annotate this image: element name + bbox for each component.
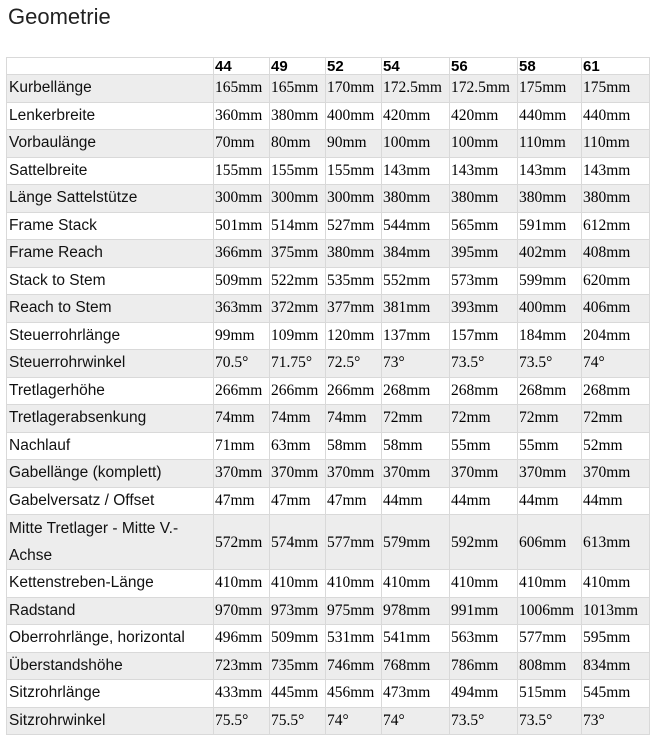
row-label: Kettenstreben-Länge [7, 570, 214, 598]
table-cell: 574mm [270, 515, 326, 570]
table-cell: 70.5° [214, 350, 270, 378]
table-cell: 527mm [326, 213, 382, 241]
table-cell: 73.5° [518, 708, 582, 736]
table-row [7, 350, 650, 378]
row-label: Stack to Stem [7, 268, 214, 296]
table-cell: 595mm [582, 625, 650, 653]
table-cell: 395mm [450, 240, 518, 268]
table-cell: 109mm [270, 323, 326, 351]
table-row [7, 268, 650, 296]
table-cell: 63mm [270, 433, 326, 461]
table-cell: 73.5° [450, 708, 518, 736]
table-body [7, 75, 650, 735]
table-cell: 44mm [450, 488, 518, 516]
table-cell: 514mm [270, 213, 326, 241]
row-label: Mitte Tretlager - Mitte V.-Achse [7, 515, 214, 570]
table-cell: 433mm [214, 680, 270, 708]
page-title: Geometrie [8, 4, 111, 29]
table-cell: 410mm [582, 570, 650, 598]
table-cell: 47mm [214, 488, 270, 516]
table-cell: 75.5° [214, 708, 270, 736]
table-row [7, 295, 650, 323]
table-cell: 73° [382, 350, 450, 378]
table-cell: 380mm [270, 103, 326, 131]
table-cell: 266mm [326, 378, 382, 406]
table-row [7, 75, 650, 103]
table-row [7, 570, 650, 598]
table-cell: 978mm [382, 598, 450, 626]
table-cell: 360mm [214, 103, 270, 131]
table-cell: 72.5° [326, 350, 382, 378]
table-cell: 531mm [326, 625, 382, 653]
table-cell: 170mm [326, 75, 382, 103]
table-cell: 72mm [582, 405, 650, 433]
table-cell: 565mm [450, 213, 518, 241]
table-cell: 155mm [214, 158, 270, 186]
table-cell: 410mm [450, 570, 518, 598]
header-size-52: 52 [326, 58, 382, 75]
table-row [7, 103, 650, 131]
table-cell: 372mm [270, 295, 326, 323]
table-cell: 204mm [582, 323, 650, 351]
table-cell: 973mm [270, 598, 326, 626]
table-cell: 71.75° [270, 350, 326, 378]
header-size-49: 49 [270, 58, 326, 75]
row-label: Nachlauf [7, 433, 214, 461]
table-row [7, 185, 650, 213]
table-cell: 370mm [582, 460, 650, 488]
row-label: Tretlagerabsenkung [7, 405, 214, 433]
table-cell: 380mm [450, 185, 518, 213]
table-cell: 381mm [382, 295, 450, 323]
table-cell: 47mm [326, 488, 382, 516]
table-cell: 380mm [326, 240, 382, 268]
table-cell: 73.5° [518, 350, 582, 378]
table-cell: 55mm [518, 433, 582, 461]
row-label: Länge Sattelstütze [7, 185, 214, 213]
row-label: Überstandshöhe [7, 653, 214, 681]
table-cell: 73° [582, 708, 650, 736]
row-label: Oberrohrlänge, horizontal [7, 625, 214, 653]
table-cell: 613mm [582, 515, 650, 570]
table-cell: 175mm [582, 75, 650, 103]
table-row [7, 488, 650, 516]
table-cell: 74mm [270, 405, 326, 433]
table-cell: 768mm [382, 653, 450, 681]
table-cell: 80mm [270, 130, 326, 158]
table-cell: 268mm [582, 378, 650, 406]
table-row [7, 405, 650, 433]
table-cell: 522mm [270, 268, 326, 296]
table-cell: 268mm [450, 378, 518, 406]
table-cell: 410mm [518, 570, 582, 598]
table-cell: 420mm [382, 103, 450, 131]
table-cell: 58mm [326, 433, 382, 461]
row-label: Steuerrohrlänge [7, 323, 214, 351]
table-cell: 143mm [518, 158, 582, 186]
table-cell: 110mm [582, 130, 650, 158]
table-cell: 573mm [450, 268, 518, 296]
table-cell: 834mm [582, 653, 650, 681]
table-cell: 380mm [382, 185, 450, 213]
table-cell: 420mm [450, 103, 518, 131]
table-cell: 577mm [326, 515, 382, 570]
row-label: Vorbaulänge [7, 130, 214, 158]
row-label: Sitzrohrlänge [7, 680, 214, 708]
table-cell: 408mm [582, 240, 650, 268]
row-label: Gabelversatz / Offset [7, 488, 214, 516]
table-cell: 58mm [382, 433, 450, 461]
table-cell: 509mm [214, 268, 270, 296]
table-cell: 1006mm [518, 598, 582, 626]
table-cell: 143mm [450, 158, 518, 186]
row-label: Frame Reach [7, 240, 214, 268]
table-cell: 143mm [582, 158, 650, 186]
table-cell: 74° [326, 708, 382, 736]
table-cell: 746mm [326, 653, 382, 681]
table-cell: 786mm [450, 653, 518, 681]
table-cell: 406mm [582, 295, 650, 323]
table-cell: 970mm [214, 598, 270, 626]
table-cell: 73.5° [450, 350, 518, 378]
table-cell: 165mm [214, 75, 270, 103]
row-label: Tretlagerhöhe [7, 378, 214, 406]
table-cell: 384mm [382, 240, 450, 268]
table-cell: 300mm [326, 185, 382, 213]
table-cell: 266mm [214, 378, 270, 406]
table-cell: 400mm [518, 295, 582, 323]
header-size-61: 61 [582, 58, 650, 75]
header-row [7, 58, 650, 75]
table-row [7, 460, 650, 488]
table-row [7, 680, 650, 708]
table-cell: 393mm [450, 295, 518, 323]
table-cell: 137mm [382, 323, 450, 351]
table-cell: 100mm [382, 130, 450, 158]
table-cell: 552mm [382, 268, 450, 296]
table-cell: 473mm [382, 680, 450, 708]
table-cell: 52mm [582, 433, 650, 461]
table-cell: 55mm [450, 433, 518, 461]
table-row [7, 625, 650, 653]
row-label: Lenkerbreite [7, 103, 214, 131]
table-cell: 120mm [326, 323, 382, 351]
table-row [7, 130, 650, 158]
table-row [7, 323, 650, 351]
row-label: Sitzrohrwinkel [7, 708, 214, 736]
table-cell: 366mm [214, 240, 270, 268]
table-cell: 410mm [214, 570, 270, 598]
table-cell: 599mm [518, 268, 582, 296]
table-cell: 370mm [214, 460, 270, 488]
table-cell: 535mm [326, 268, 382, 296]
table-cell: 606mm [518, 515, 582, 570]
table-row [7, 598, 650, 626]
table-cell: 1013mm [582, 598, 650, 626]
table-cell: 268mm [518, 378, 582, 406]
table-cell: 620mm [582, 268, 650, 296]
row-label: Frame Stack [7, 213, 214, 241]
table-cell: 74° [382, 708, 450, 736]
table-row [7, 708, 650, 736]
table-cell: 592mm [450, 515, 518, 570]
table-cell: 99mm [214, 323, 270, 351]
table-cell: 456mm [326, 680, 382, 708]
table-cell: 155mm [326, 158, 382, 186]
table-cell: 808mm [518, 653, 582, 681]
table-cell: 74° [582, 350, 650, 378]
table-cell: 72mm [518, 405, 582, 433]
table-row [7, 240, 650, 268]
table-cell: 440mm [518, 103, 582, 131]
table-cell: 377mm [326, 295, 382, 323]
header-size-54: 54 [382, 58, 450, 75]
row-label: Kurbellänge [7, 75, 214, 103]
table-cell: 100mm [450, 130, 518, 158]
table-cell: 370mm [450, 460, 518, 488]
table-row [7, 378, 650, 406]
table-cell: 300mm [270, 185, 326, 213]
table-cell: 74mm [326, 405, 382, 433]
table-cell: 110mm [518, 130, 582, 158]
table-cell: 143mm [382, 158, 450, 186]
table-cell: 410mm [382, 570, 450, 598]
table-cell: 363mm [214, 295, 270, 323]
table-cell: 541mm [382, 625, 450, 653]
table-cell: 563mm [450, 625, 518, 653]
table-cell: 370mm [382, 460, 450, 488]
table-cell: 572mm [214, 515, 270, 570]
table-cell: 71mm [214, 433, 270, 461]
table-cell: 402mm [518, 240, 582, 268]
table-cell: 380mm [518, 185, 582, 213]
geometry-table [6, 57, 650, 735]
table-cell: 400mm [326, 103, 382, 131]
table-cell: 579mm [382, 515, 450, 570]
table-cell: 155mm [270, 158, 326, 186]
row-label: Radstand [7, 598, 214, 626]
header-size-56: 56 [450, 58, 518, 75]
row-label: Reach to Stem [7, 295, 214, 323]
table-cell: 266mm [270, 378, 326, 406]
table-cell: 44mm [382, 488, 450, 516]
table-cell: 501mm [214, 213, 270, 241]
table-cell: 612mm [582, 213, 650, 241]
table-cell: 577mm [518, 625, 582, 653]
table-cell: 184mm [518, 323, 582, 351]
table-cell: 300mm [214, 185, 270, 213]
table-cell: 370mm [326, 460, 382, 488]
table-cell: 496mm [214, 625, 270, 653]
row-label: Sattelbreite [7, 158, 214, 186]
table-cell: 47mm [270, 488, 326, 516]
row-label: Gabellänge (komplett) [7, 460, 214, 488]
table-cell: 44mm [518, 488, 582, 516]
table-row [7, 515, 650, 570]
table-cell: 375mm [270, 240, 326, 268]
header-size-44: 44 [214, 58, 270, 75]
header-cell-empty [7, 58, 214, 75]
table-row [7, 653, 650, 681]
table-cell: 268mm [382, 378, 450, 406]
table-cell: 975mm [326, 598, 382, 626]
table-cell: 75.5° [270, 708, 326, 736]
table-cell: 410mm [270, 570, 326, 598]
table-cell: 544mm [382, 213, 450, 241]
table-row [7, 433, 650, 461]
table-row [7, 213, 650, 241]
table-cell: 70mm [214, 130, 270, 158]
table-cell: 72mm [450, 405, 518, 433]
table-cell: 90mm [326, 130, 382, 158]
table-cell: 591mm [518, 213, 582, 241]
table-cell: 445mm [270, 680, 326, 708]
table-cell: 735mm [270, 653, 326, 681]
table-cell: 494mm [450, 680, 518, 708]
table-cell: 991mm [450, 598, 518, 626]
table-cell: 370mm [518, 460, 582, 488]
table-cell: 74mm [214, 405, 270, 433]
table-cell: 723mm [214, 653, 270, 681]
table-cell: 72mm [382, 405, 450, 433]
table-cell: 172.5mm [450, 75, 518, 103]
table-cell: 172.5mm [382, 75, 450, 103]
row-label: Steuerrohrwinkel [7, 350, 214, 378]
table-cell: 175mm [518, 75, 582, 103]
table-cell: 165mm [270, 75, 326, 103]
header-size-58: 58 [518, 58, 582, 75]
table-cell: 380mm [582, 185, 650, 213]
table-cell: 157mm [450, 323, 518, 351]
table-cell: 410mm [326, 570, 382, 598]
table-cell: 515mm [518, 680, 582, 708]
table-cell: 370mm [270, 460, 326, 488]
table-cell: 509mm [270, 625, 326, 653]
table-cell: 545mm [582, 680, 650, 708]
table-row [7, 158, 650, 186]
table-cell: 440mm [582, 103, 650, 131]
table-cell: 44mm [582, 488, 650, 516]
